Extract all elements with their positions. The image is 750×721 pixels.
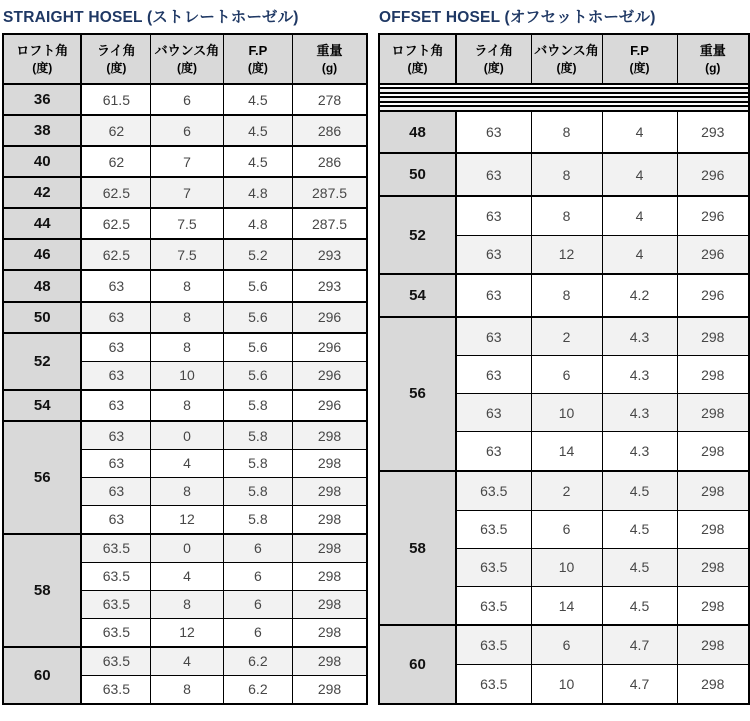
column-header-unit: (度) xyxy=(106,61,127,76)
loft-cell: 36 xyxy=(3,84,81,115)
table-row xyxy=(3,390,367,421)
value-cell: 12 xyxy=(151,505,223,534)
value-cell: 6 xyxy=(531,625,602,664)
loft-cell: 58 xyxy=(3,534,81,647)
value-cell: 8 xyxy=(531,196,602,235)
value-cell: 4.3 xyxy=(602,356,677,394)
value-cell: 2 xyxy=(531,317,602,356)
value-cell: 10 xyxy=(531,665,602,704)
value-cell: 63 xyxy=(81,450,150,478)
column-header-unit: (度) xyxy=(629,61,650,76)
value-cell: 62 xyxy=(81,146,150,177)
loft-cell: 48 xyxy=(3,270,81,301)
column-header-unit: (g) xyxy=(321,61,338,76)
column-header-label: F.P xyxy=(248,43,268,59)
straight-hosel-panel xyxy=(2,0,368,705)
value-cell: 298 xyxy=(293,590,367,618)
value-cell: 63.5 xyxy=(81,675,150,704)
loft-cell: 56 xyxy=(3,421,81,534)
value-cell: 6 xyxy=(223,618,292,647)
value-cell: 63.5 xyxy=(81,562,150,590)
value-cell: 298 xyxy=(293,618,367,647)
column-header-lie xyxy=(456,34,531,84)
column-header-loft xyxy=(3,34,81,84)
loft-cell: 52 xyxy=(379,196,456,274)
table-row xyxy=(3,302,367,333)
value-cell: 6 xyxy=(151,115,223,146)
value-cell: 63 xyxy=(456,274,531,317)
header-row xyxy=(3,34,367,84)
value-cell: 298 xyxy=(293,505,367,534)
value-cell: 7 xyxy=(151,146,223,177)
value-cell: 5.6 xyxy=(223,333,292,362)
loft-cell: 46 xyxy=(3,239,81,270)
value-cell: 278 xyxy=(293,84,367,115)
value-cell: 4.5 xyxy=(602,586,677,625)
value-cell: 8 xyxy=(151,302,223,333)
table-row xyxy=(379,471,749,510)
column-header-bounce xyxy=(531,34,602,84)
value-cell: 8 xyxy=(151,390,223,421)
value-cell: 63.5 xyxy=(81,534,150,563)
column-header-label: バウンス角 xyxy=(534,43,599,59)
table-row xyxy=(3,239,367,270)
loft-cell: 38 xyxy=(3,115,81,146)
column-header-weight xyxy=(677,34,749,84)
value-cell: 4.5 xyxy=(602,471,677,510)
table-row xyxy=(3,208,367,239)
value-cell: 63 xyxy=(456,153,531,196)
value-cell: 63 xyxy=(81,477,150,505)
value-cell: 296 xyxy=(677,274,749,317)
value-cell: 296 xyxy=(677,196,749,235)
value-cell: 4.3 xyxy=(602,432,677,471)
value-cell: 296 xyxy=(677,235,749,274)
loft-cell: 60 xyxy=(3,647,81,704)
loft-cell: 50 xyxy=(3,302,81,333)
value-cell: 8 xyxy=(151,477,223,505)
value-cell: 286 xyxy=(293,146,367,177)
column-header-unit: (度) xyxy=(247,61,268,76)
offset-hosel-table xyxy=(378,33,750,705)
loft-cell: 44 xyxy=(3,208,81,239)
value-cell: 63.5 xyxy=(456,665,531,704)
value-cell: 8 xyxy=(151,590,223,618)
value-cell: 293 xyxy=(677,111,749,154)
value-cell: 61.5 xyxy=(81,84,150,115)
value-cell: 298 xyxy=(293,647,367,676)
table-row xyxy=(3,84,367,115)
column-header-label: ロフト角 xyxy=(16,43,69,59)
offset-hosel-panel xyxy=(378,0,748,705)
table-row xyxy=(379,153,749,196)
value-cell: 63 xyxy=(81,333,150,362)
column-header-unit: (度) xyxy=(407,61,428,76)
column-header-unit: (度) xyxy=(176,61,197,76)
value-cell: 6.2 xyxy=(223,647,292,676)
table-row xyxy=(3,115,367,146)
loft-cell: 40 xyxy=(3,146,81,177)
value-cell: 63 xyxy=(456,317,531,356)
value-cell: 5.6 xyxy=(223,270,292,301)
value-cell: 10 xyxy=(151,361,223,390)
value-cell: 293 xyxy=(293,239,367,270)
value-cell: 62 xyxy=(81,115,150,146)
column-header-lie xyxy=(81,34,150,84)
value-cell: 8 xyxy=(151,333,223,362)
column-header-unit: (度) xyxy=(32,61,53,76)
value-cell: 4.7 xyxy=(602,665,677,704)
value-cell: 14 xyxy=(531,586,602,625)
value-cell: 287.5 xyxy=(293,208,367,239)
column-header-label: 重量 xyxy=(699,43,726,59)
value-cell: 5.8 xyxy=(223,390,292,421)
value-cell: 63 xyxy=(81,361,150,390)
value-cell: 296 xyxy=(293,361,367,390)
value-cell: 4 xyxy=(602,196,677,235)
value-cell: 4.5 xyxy=(602,510,677,548)
column-header-fp xyxy=(223,34,292,84)
value-cell: 4.5 xyxy=(223,115,292,146)
value-cell: 4 xyxy=(151,647,223,676)
table-row xyxy=(379,317,749,356)
value-cell: 4.7 xyxy=(602,625,677,664)
value-cell: 6 xyxy=(151,84,223,115)
value-cell: 0 xyxy=(151,421,223,450)
loft-cell: 56 xyxy=(379,317,456,471)
value-cell: 63.5 xyxy=(456,510,531,548)
value-cell: 62.5 xyxy=(81,239,150,270)
value-cell: 12 xyxy=(531,235,602,274)
table-row xyxy=(379,196,749,235)
value-cell: 4 xyxy=(602,111,677,154)
column-header-weight xyxy=(293,34,367,84)
value-cell: 298 xyxy=(677,432,749,471)
value-cell: 2 xyxy=(531,471,602,510)
value-cell: 63 xyxy=(456,356,531,394)
value-cell: 7.5 xyxy=(151,208,223,239)
value-cell: 4 xyxy=(151,562,223,590)
value-cell: 8 xyxy=(531,153,602,196)
value-cell: 8 xyxy=(151,675,223,704)
loft-cell: 42 xyxy=(3,177,81,208)
value-cell: 10 xyxy=(531,548,602,586)
value-cell: 5.8 xyxy=(223,450,292,478)
value-cell: 63 xyxy=(81,421,150,450)
value-cell: 6 xyxy=(531,510,602,548)
value-cell: 298 xyxy=(677,548,749,586)
value-cell: 296 xyxy=(293,333,367,362)
table-row xyxy=(379,274,749,317)
loft-cell: 60 xyxy=(379,625,456,704)
value-cell: 298 xyxy=(677,586,749,625)
loft-cell: 54 xyxy=(379,274,456,317)
offset-hosel-title: OFFSET HOSEL (オフセットホーゼル) xyxy=(379,9,656,26)
value-cell: 63 xyxy=(81,270,150,301)
loft-cell: 52 xyxy=(3,333,81,390)
value-cell: 296 xyxy=(677,153,749,196)
value-cell: 8 xyxy=(531,111,602,154)
value-cell: 62.5 xyxy=(81,208,150,239)
value-cell: 296 xyxy=(293,390,367,421)
value-cell: 296 xyxy=(293,302,367,333)
table-row xyxy=(3,270,367,301)
value-cell: 10 xyxy=(531,394,602,432)
value-cell: 62.5 xyxy=(81,177,150,208)
table-row xyxy=(3,177,367,208)
value-cell: 298 xyxy=(677,317,749,356)
value-cell: 5.6 xyxy=(223,361,292,390)
value-cell: 63.5 xyxy=(456,625,531,664)
value-cell: 6.2 xyxy=(223,675,292,704)
value-cell: 7 xyxy=(151,177,223,208)
value-cell: 63 xyxy=(456,394,531,432)
value-cell: 63 xyxy=(81,505,150,534)
table-row xyxy=(3,647,367,676)
value-cell: 63 xyxy=(456,432,531,471)
value-cell: 298 xyxy=(293,675,367,704)
value-cell: 5.8 xyxy=(223,477,292,505)
table-row xyxy=(3,146,367,177)
value-cell: 4 xyxy=(602,153,677,196)
column-header-unit: (g) xyxy=(705,61,721,76)
value-cell: 4.3 xyxy=(602,317,677,356)
value-cell: 14 xyxy=(531,432,602,471)
column-header-label: バウンス角 xyxy=(154,43,220,59)
column-header-unit: (度) xyxy=(483,61,504,76)
value-cell: 298 xyxy=(677,625,749,664)
value-cell: 63.5 xyxy=(81,618,150,647)
value-cell: 4 xyxy=(151,450,223,478)
value-cell: 5.8 xyxy=(223,505,292,534)
table-row xyxy=(379,111,749,154)
column-header-unit: (度) xyxy=(556,61,577,76)
value-cell: 4.5 xyxy=(223,146,292,177)
column-header-bounce xyxy=(151,34,223,84)
value-cell: 6 xyxy=(223,590,292,618)
value-cell: 5.2 xyxy=(223,239,292,270)
value-cell: 298 xyxy=(677,665,749,704)
column-header-label: F.P xyxy=(630,43,649,59)
value-cell: 6 xyxy=(223,562,292,590)
value-cell: 6 xyxy=(531,356,602,394)
column-header-label: ライ角 xyxy=(474,43,514,59)
table-row xyxy=(379,625,749,664)
value-cell: 298 xyxy=(677,471,749,510)
value-cell: 298 xyxy=(293,421,367,450)
value-cell: 63.5 xyxy=(456,471,531,510)
value-cell: 298 xyxy=(293,477,367,505)
value-cell: 63.5 xyxy=(81,647,150,676)
value-cell: 4.5 xyxy=(223,84,292,115)
value-cell: 63 xyxy=(456,111,531,154)
value-cell: 12 xyxy=(151,618,223,647)
loft-cell: 54 xyxy=(3,390,81,421)
value-cell: 7.5 xyxy=(151,239,223,270)
value-cell: 287.5 xyxy=(293,177,367,208)
value-cell: 298 xyxy=(677,394,749,432)
value-cell: 6 xyxy=(223,534,292,563)
value-cell: 293 xyxy=(293,270,367,301)
column-header-label: ライ角 xyxy=(97,43,136,59)
table-row xyxy=(3,421,367,450)
column-header-label: 重量 xyxy=(316,43,343,59)
loft-cell: 58 xyxy=(379,471,456,625)
value-cell: 286 xyxy=(293,115,367,146)
value-cell: 63 xyxy=(81,302,150,333)
value-cell: 63.5 xyxy=(456,586,531,625)
value-cell: 5.6 xyxy=(223,302,292,333)
column-header-label: ロフト角 xyxy=(391,43,444,59)
value-cell: 298 xyxy=(677,510,749,548)
value-cell: 298 xyxy=(293,562,367,590)
value-cell: 5.8 xyxy=(223,421,292,450)
loft-cell: 50 xyxy=(379,153,456,196)
value-cell: 4 xyxy=(602,235,677,274)
value-cell: 63 xyxy=(456,235,531,274)
table-row xyxy=(3,333,367,362)
header-row xyxy=(379,34,749,84)
column-header-loft xyxy=(379,34,456,84)
value-cell: 4.5 xyxy=(602,548,677,586)
value-cell: 4.2 xyxy=(602,274,677,317)
value-cell: 63.5 xyxy=(81,590,150,618)
value-cell: 63 xyxy=(81,390,150,421)
value-cell: 298 xyxy=(677,356,749,394)
loft-cell: 48 xyxy=(379,111,456,154)
value-cell: 4.3 xyxy=(602,394,677,432)
value-cell: 298 xyxy=(293,534,367,563)
straight-hosel-title: STRAIGHT HOSEL (ストレートホーゼル) xyxy=(3,9,299,26)
value-cell: 298 xyxy=(293,450,367,478)
value-cell: 63.5 xyxy=(456,548,531,586)
table-row xyxy=(3,534,367,563)
column-header-fp xyxy=(602,34,677,84)
value-cell: 4.8 xyxy=(223,208,292,239)
straight-hosel-table xyxy=(2,33,368,705)
value-cell: 63 xyxy=(456,196,531,235)
value-cell: 8 xyxy=(151,270,223,301)
value-cell: 0 xyxy=(151,534,223,563)
value-cell: 8 xyxy=(531,274,602,317)
value-cell: 4.8 xyxy=(223,177,292,208)
